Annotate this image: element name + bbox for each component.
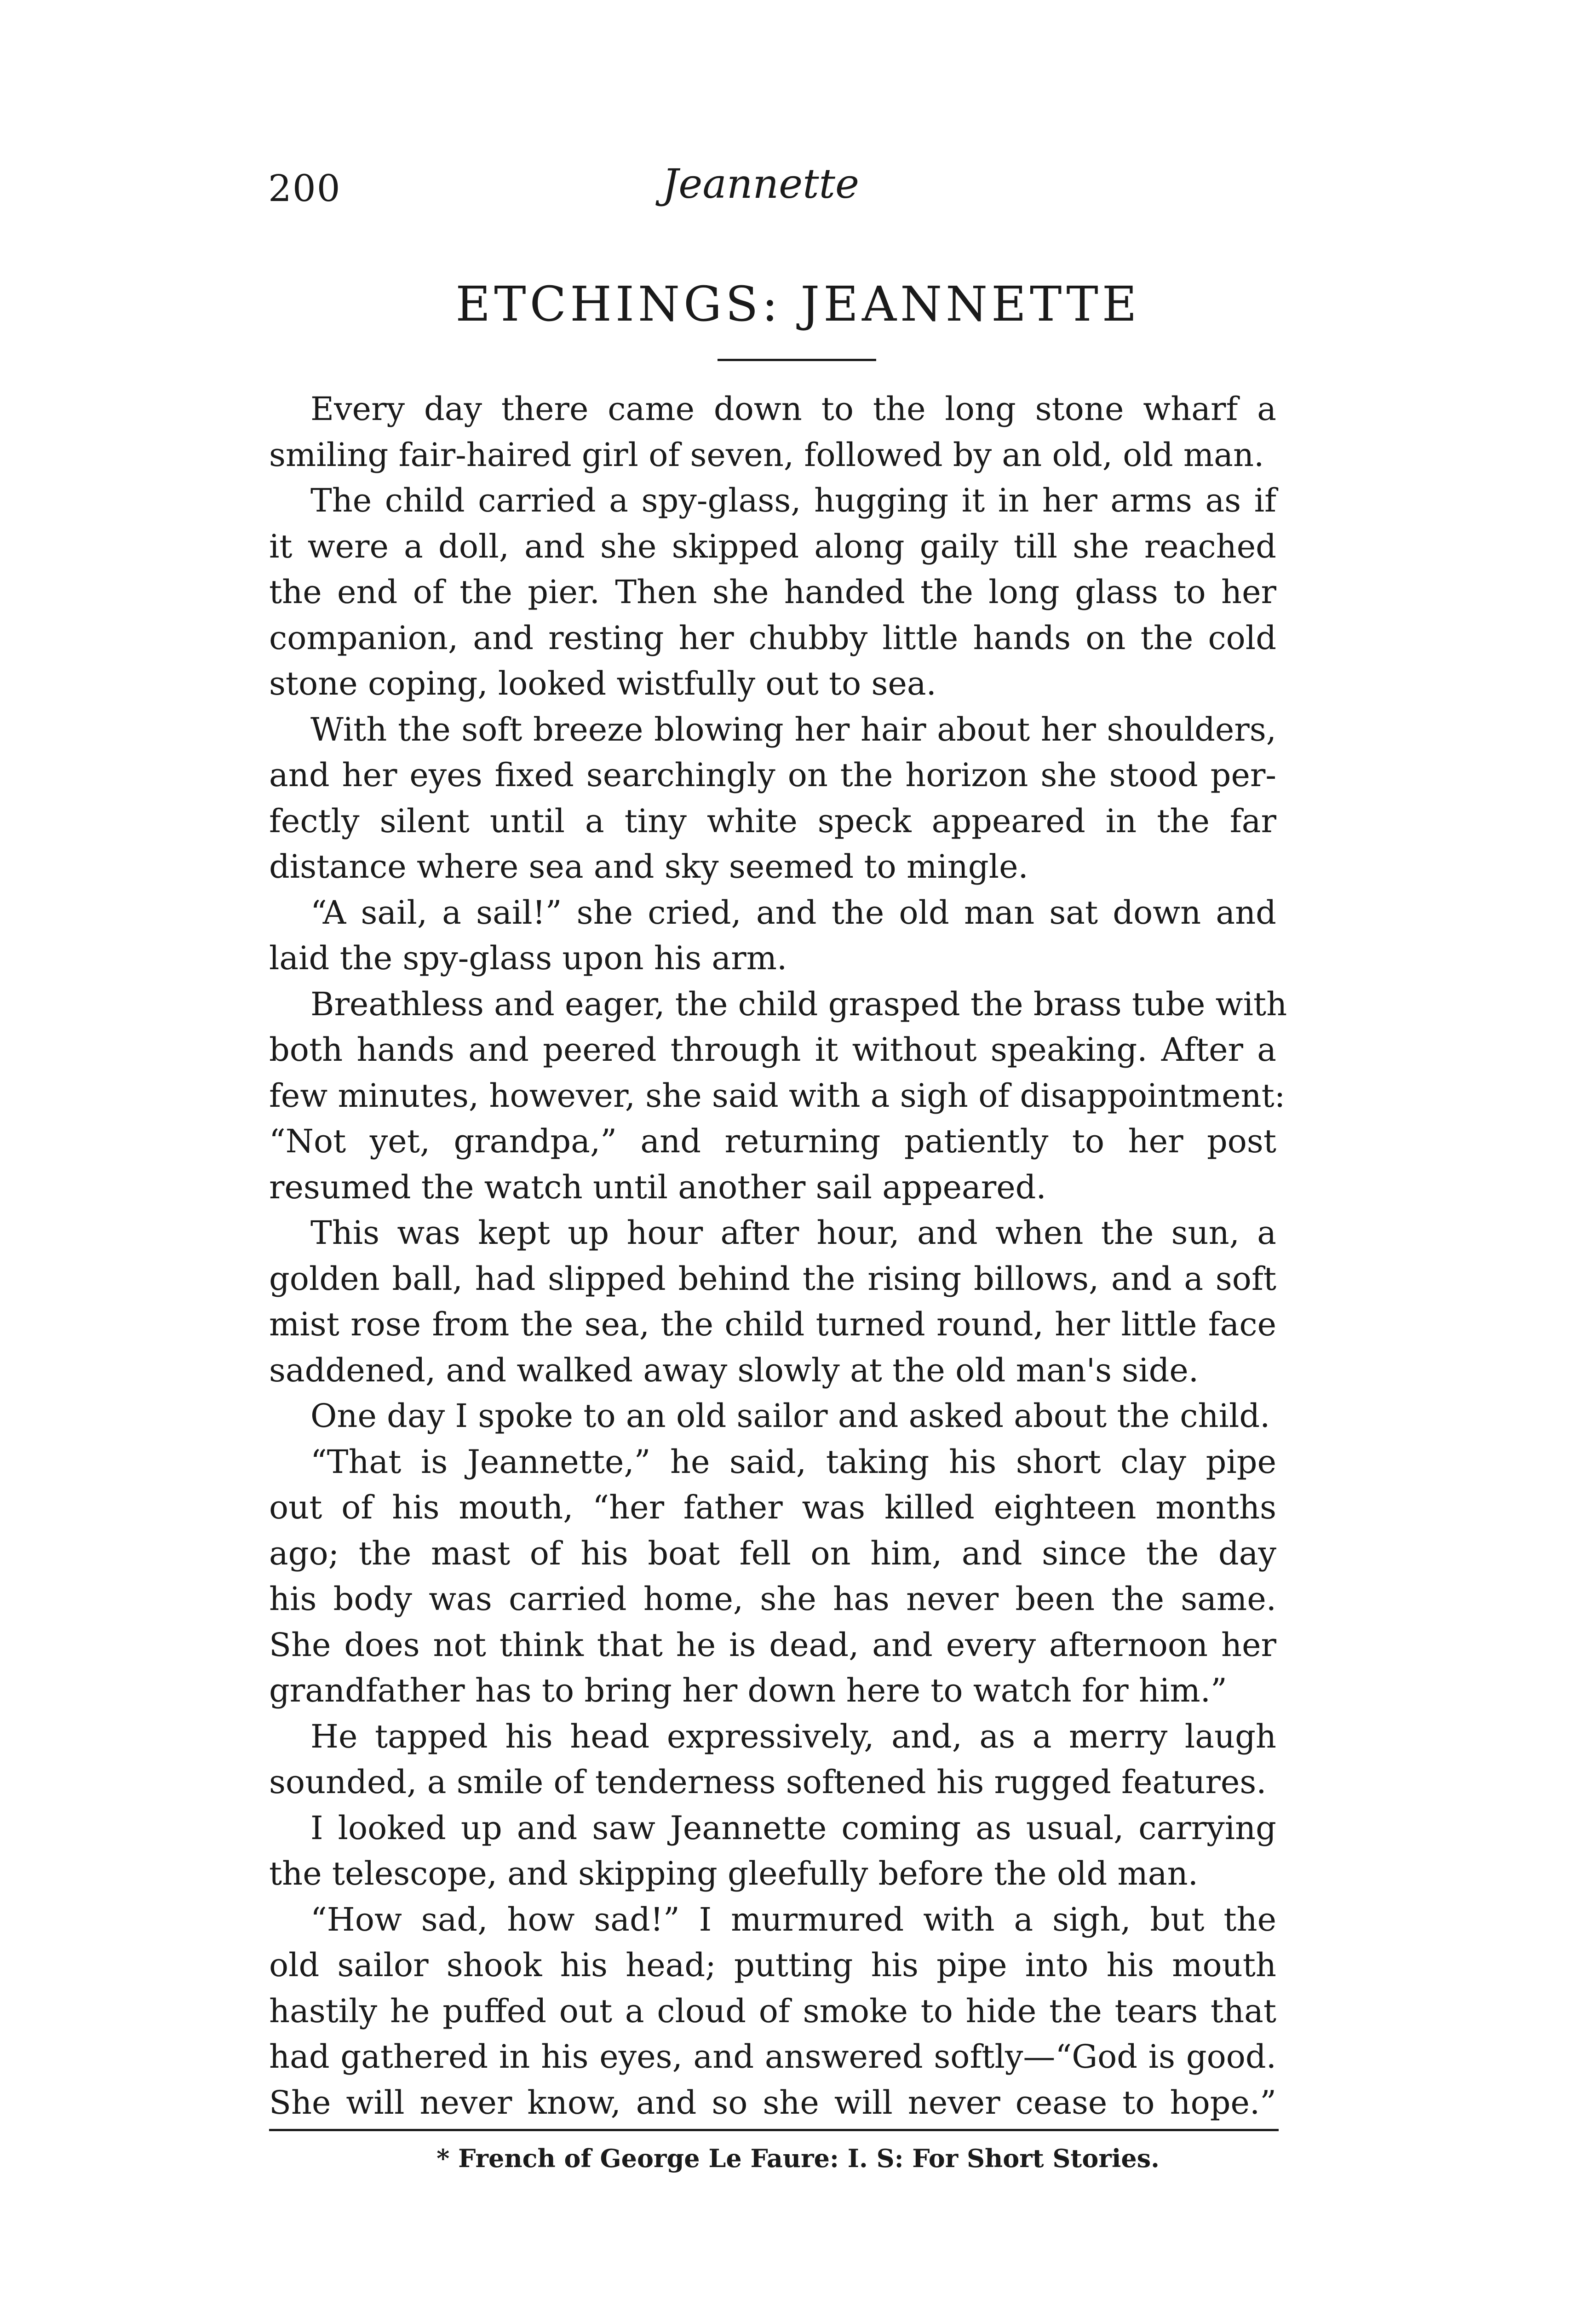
text-line: golden ball, had slipped behind the rising billows, and a soft [269, 1259, 1276, 1298]
text-line: ago; the mast of his boat fell on him, and since the day [269, 1534, 1276, 1572]
text-line: Breathless and eager, the child grasped the brass tube with [310, 985, 1287, 1023]
text-line: He tapped his head expressively, and, as a merry laugh [310, 1717, 1276, 1755]
text-line: both hands and peered through it without speaking. After a [269, 1031, 1276, 1069]
text-line: few minutes, however, she said with a sigh of disappointment: [269, 1076, 1286, 1115]
text-line: companion, and resting her chubby little hands on the cold [269, 619, 1276, 657]
text-line: hastily he puffed out a cloud of smoke to hide the tears that [269, 1992, 1276, 2030]
text-line: The child carried a spy-glass, hugging it in her arms as if [310, 482, 1276, 519]
text-line: With the soft breeze blowing her hair about her shoulders, [310, 710, 1276, 748]
page-number: 200 [268, 167, 341, 210]
text-line: and her eyes fixed searchingly on the horizon she stood per- [269, 756, 1276, 794]
footer-rule [269, 2129, 1279, 2131]
text-line: “That is Jeannette,” he said, taking his short clay pipe [310, 1443, 1276, 1481]
text-line: mist rose from the sea, the child turned round, her little face [269, 1305, 1276, 1343]
text-line: the telescope, and skipping gleefully before the old man. [269, 1855, 1198, 1892]
text-line: One day I spoke to an old sailor and asked about the child. [310, 1397, 1270, 1435]
text-line: She does not think that he is dead, and every afternoon her [269, 1626, 1276, 1664]
text-line: stone coping, looked wistfully out to sea. [269, 665, 936, 702]
text-line: I looked up and saw Jeannette coming as usual, carrying [310, 1809, 1276, 1847]
body-text [269, 386, 1287, 2126]
text-line: fectly silent until a tiny white speck appeared in the far [269, 802, 1276, 840]
text-line: sounded, a smile of tenderness softened his rugged features. [269, 1763, 1267, 1801]
text-line: smiling fair-haired girl of seven, followed by an old, old man. [269, 436, 1264, 474]
text-line: distance where sea and sky seemed to mingle. [269, 848, 1028, 886]
text-line: laid the spy-glass upon his arm. [269, 939, 787, 977]
footnote: * French of George Le Faure: I. S: For Short Stories. [436, 2144, 1160, 2173]
text-line: Every day there came down to the long stone wharf a [310, 390, 1276, 428]
text-line: it were a doll, and she skipped along gaily till she reached [269, 527, 1276, 565]
running-head: Jeannette [662, 160, 860, 207]
title-rule [718, 359, 876, 361]
text-line: She will never know, and so she will never cease to hope.” [269, 2083, 1276, 2122]
text-line: grandfather has to bring her down here to watch for him.” [269, 1672, 1227, 1709]
text-line: saddened, and walked away slowly at the old man's side. [269, 1351, 1199, 1389]
text-line: “A sail, a sail!” she cried, and the old man sat down and [310, 893, 1276, 932]
text-line: resumed the watch until another sail appeared. [269, 1168, 1046, 1206]
text-line: “How sad, how sad!” I murmured with a sigh, but the [310, 1900, 1276, 1938]
text-line: had gathered in his eyes, and answered softly—“God is good. [269, 2038, 1276, 2076]
text-line: out of his mouth, “her father was killed eighteen months [269, 1489, 1276, 1526]
article-title: ETCHINGS: JEANNETTE [455, 276, 1141, 332]
text-line: This was kept up hour after hour, and when the sun, a [310, 1214, 1276, 1252]
text-line: “Not yet, grandpa,” and returning patiently to her post [269, 1122, 1276, 1160]
text-line: his body was carried home, she has never been the same. [269, 1580, 1276, 1618]
text-line: old sailor shook his head; putting his pipe into his mouth [269, 1946, 1276, 1984]
text-line: the end of the pier. Then she handed the long glass to her [269, 573, 1276, 611]
